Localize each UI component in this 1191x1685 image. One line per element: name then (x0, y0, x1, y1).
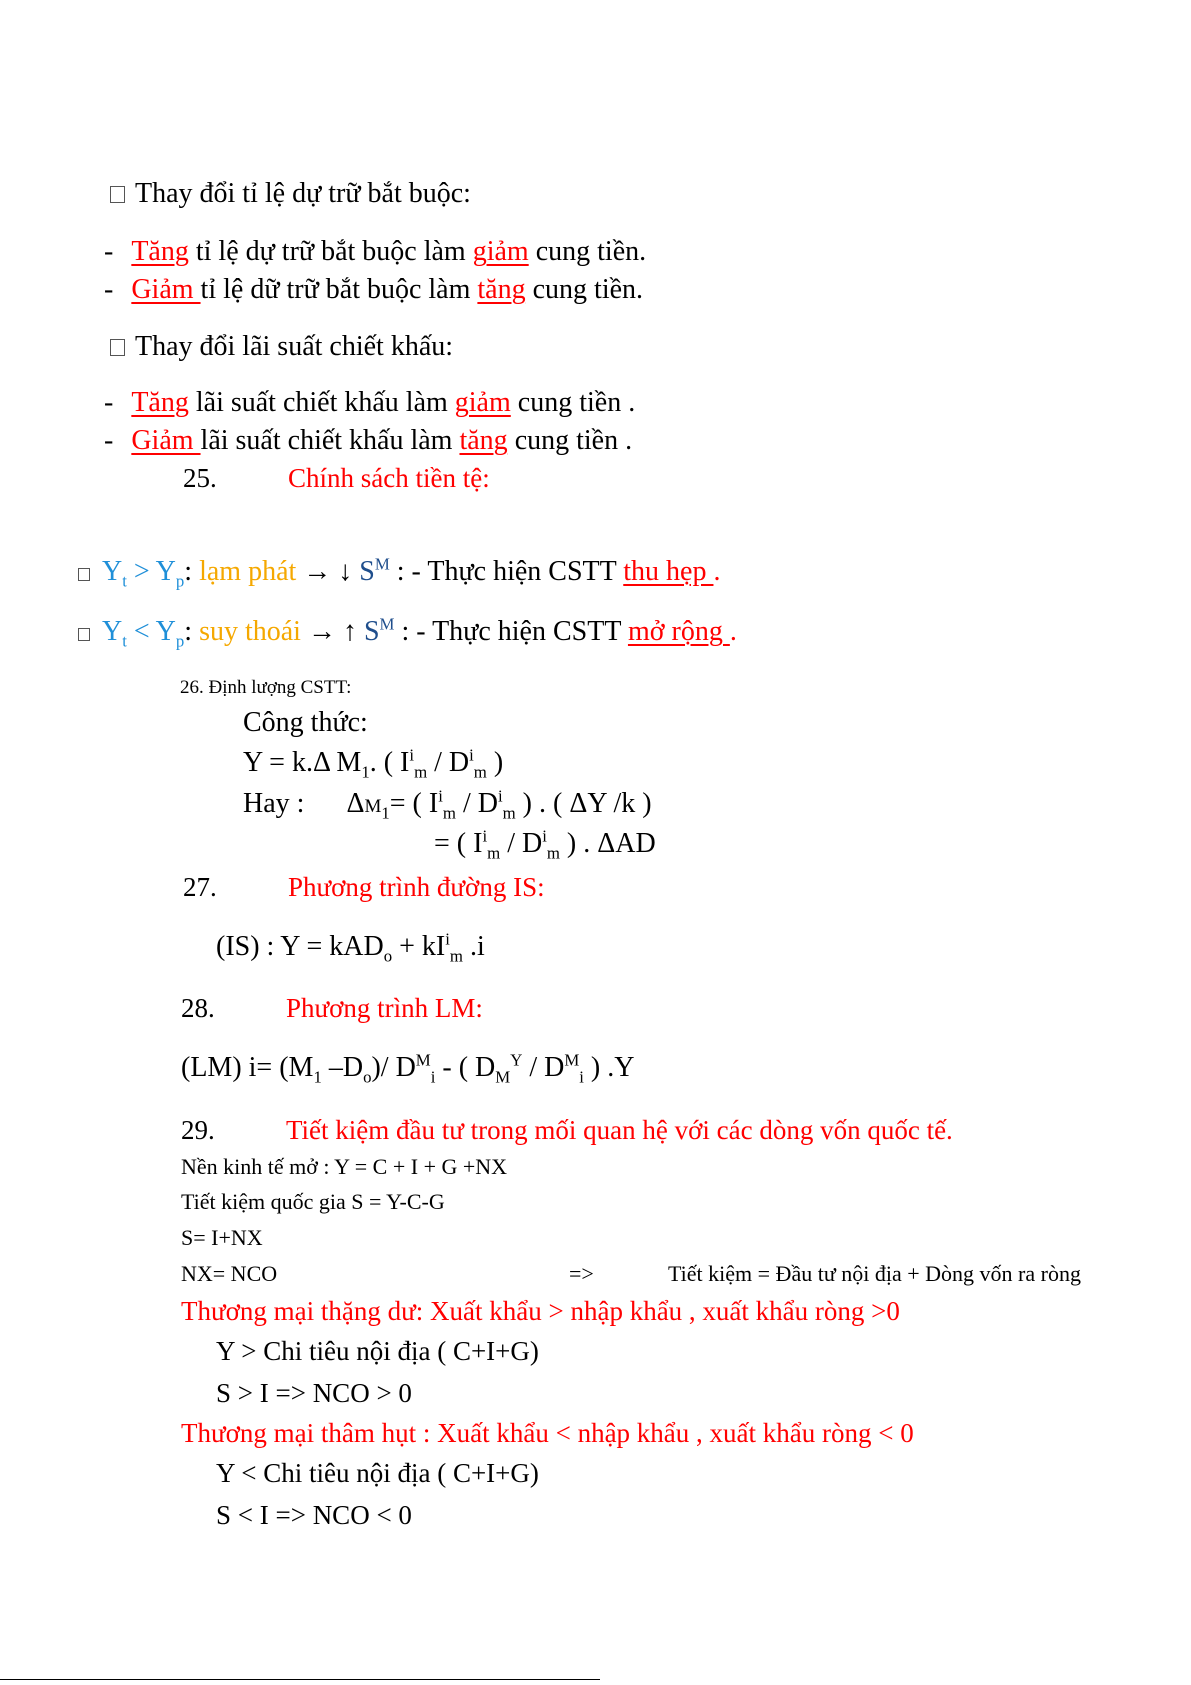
checkbox-icon (110, 339, 125, 356)
item-tail: cung tiền . (510, 387, 636, 418)
checkbox-icon (78, 628, 90, 641)
s-symbol: S (359, 556, 375, 587)
is-formula (216, 929, 485, 966)
subscript: 1 (313, 1067, 322, 1087)
superscript: i (542, 826, 547, 846)
formula-text: –D (321, 1052, 364, 1083)
policy-row-recession (78, 614, 737, 651)
section-28-heading (181, 995, 483, 1022)
list-item (104, 276, 643, 304)
formula-text: .i (462, 931, 485, 962)
superscript: i (469, 745, 474, 765)
section-29-heading (181, 1117, 953, 1144)
formula-text: )/ D (371, 1052, 416, 1083)
superscript: i (445, 929, 450, 949)
superscript: i (409, 745, 415, 765)
formula-2: Hay : $\Delta M_1=$ ( $I^i_m / D^i_m$ ) . ( ΔY /k ) (243, 786, 652, 823)
subscript: m (502, 803, 516, 823)
period: . (729, 616, 737, 647)
verb: Tăng (131, 236, 189, 267)
yp-subscript: p (175, 631, 185, 651)
verb: Tăng (131, 387, 189, 418)
section-title: Tiết kiệm đầu tư trong mối quan hệ với các dòng vốn quốc tế. (286, 1115, 953, 1145)
deficit-s: S < I => NCO < 0 (216, 1500, 412, 1530)
superscript: M (415, 1050, 431, 1070)
formula-text: = ( I (434, 828, 483, 859)
item-tail: cung tiền . (507, 425, 633, 456)
subscript: m (546, 843, 560, 863)
state: suy thoái (199, 616, 301, 647)
subscript: o (363, 1067, 372, 1087)
superscript: i (438, 786, 443, 806)
subscript: i (430, 1067, 436, 1087)
item-text: tỉ lệ dữ trữ bắt buộc làm (200, 274, 478, 305)
superscript: i (482, 826, 488, 846)
subscript: m (449, 946, 463, 966)
s-symbol: S (363, 616, 380, 647)
dash: - (104, 274, 114, 305)
effect: giảm (454, 387, 511, 418)
checkbox-icon (78, 568, 90, 581)
surplus-title: Thương mại thặng dư: Xuất khẩu > nhập khẩu , xuất khẩu ròng >0 (181, 1296, 900, 1326)
list-item (104, 238, 646, 266)
reserve-heading-line (110, 180, 471, 208)
formula-text: Y = k.Δ M (243, 747, 362, 778)
hay-label: Hay : (243, 788, 305, 819)
y-subscript: t (122, 571, 127, 591)
formula-text: (IS) : Y = kAD (216, 931, 384, 962)
saving-identity: Tiết kiệm = Đầu tư nội địa + Dòng vốn ra ròng (668, 1261, 1081, 1286)
arrow: → ↑ (300, 616, 364, 647)
effect: tăng (459, 425, 508, 456)
discount-heading-line (110, 333, 453, 361)
section-number: 25. (183, 463, 217, 493)
operator: < (126, 616, 156, 647)
lm-formula (181, 1050, 635, 1087)
state: lạm phát (199, 556, 297, 587)
subscript: m (473, 762, 487, 782)
section-number: 27. (183, 872, 217, 902)
open-economy-line: Nền kinh tế mở : Y = C + I + G +NX (181, 1154, 508, 1179)
colon: : (184, 556, 200, 587)
verb: Giảm (131, 425, 201, 456)
superscript: Y (510, 1050, 523, 1070)
y-symbol: Y (102, 616, 123, 647)
formula-tail: ) . ΔAD (566, 828, 656, 859)
section-number: 28. (181, 993, 215, 1023)
arrow: → ↓ (296, 556, 360, 587)
subscript: m (487, 843, 501, 863)
y-subscript: t (122, 631, 127, 651)
verb: Giảm (131, 274, 201, 305)
yp-subscript: p (175, 571, 185, 591)
subscript: m (442, 803, 456, 823)
formula-tail: ) . ( ΔY /k ) (522, 788, 652, 819)
item-text: tỉ lệ dự trữ bắt buộc làm (188, 236, 473, 267)
reserve-heading: Thay đổi tỉ lệ dự trữ bắt buộc: (135, 178, 471, 209)
checkbox-icon (110, 186, 125, 203)
section-26-title: 26. Định lượng CSTT: (180, 677, 352, 698)
s-superscript: M (374, 554, 390, 574)
footer-divider (0, 1679, 600, 1680)
y-symbol: Y (102, 556, 123, 587)
surplus-y: Y > Chi tiêu nội địa ( C+I+G) (216, 1336, 539, 1366)
dash: - (104, 425, 114, 456)
list-item (104, 389, 635, 417)
policy-row-inflation (78, 554, 721, 591)
implies-arrow: => (569, 1261, 594, 1286)
formula-3: = ( $I^i_m / D^i_m$ ) . ΔAD (434, 826, 656, 863)
yp-symbol: Y (155, 616, 176, 647)
operator: > (126, 556, 156, 587)
section-25-heading (183, 465, 490, 492)
subscript: 1 (381, 803, 390, 823)
dash: - (104, 236, 114, 267)
action: : - Thực hiện CSTT (394, 616, 628, 647)
superscript: i (497, 786, 503, 806)
effect: tăng (477, 274, 526, 305)
period: . (713, 556, 721, 587)
deficit-y: Y < Chi tiêu nội địa ( C+I+G) (216, 1458, 539, 1488)
national-saving-line: Tiết kiệm quốc gia S = Y-C-G (181, 1189, 445, 1214)
policy: thu hẹp (623, 556, 714, 587)
item-text: lãi suất chiết khấu làm (200, 425, 460, 456)
nx-eq-line: NX= NCO (181, 1261, 278, 1286)
policy: mở rộng (627, 616, 730, 647)
surplus-s: S > I => NCO > 0 (216, 1378, 412, 1408)
subscript: 1 (361, 762, 370, 782)
section-title: Phương trình LM: (286, 993, 483, 1023)
section-title: Chính sách tiền tệ: (288, 463, 490, 493)
item-text: lãi suất chiết khấu làm (188, 387, 455, 418)
colon: : (184, 616, 200, 647)
section-27-heading (183, 874, 545, 901)
deficit-title: Thương mại thâm hụt : Xuất khẩu < nhập khẩu , xuất khẩu ròng < 0 (181, 1418, 914, 1448)
dash: - (104, 387, 114, 418)
s-eq-line: S= I+NX (181, 1225, 263, 1250)
subscript: M (495, 1067, 511, 1087)
formula-text: / D (522, 1052, 565, 1083)
section-title: Phương trình đường IS: (288, 872, 545, 902)
cong-thuc-label: Công thức: (243, 707, 368, 738)
formula-text: ) .Y (590, 1052, 635, 1083)
yp-symbol: Y (155, 556, 176, 587)
section-number: 29. (181, 1115, 215, 1145)
subscript: o (383, 946, 393, 966)
formula-text: - ( D (435, 1052, 496, 1083)
superscript: M (564, 1050, 580, 1070)
formula-1: Y = k.Δ $M_1$. ( $I^i_m / D^i_m$ ) (243, 745, 504, 782)
discount-heading: Thay đổi lãi suất chiết khấu: (135, 331, 454, 362)
s-superscript: M (379, 614, 395, 634)
subscript: m (414, 762, 428, 782)
formula-text: (LM) i= (M (181, 1052, 314, 1083)
effect: giảm (472, 236, 529, 267)
subscript: i (579, 1067, 584, 1087)
item-tail: cung tiền. (525, 274, 644, 305)
formula-text: + kI (392, 931, 446, 962)
list-item (104, 427, 632, 455)
item-tail: cung tiền. (528, 236, 647, 267)
action: : - Thực hiện CSTT (389, 556, 624, 587)
